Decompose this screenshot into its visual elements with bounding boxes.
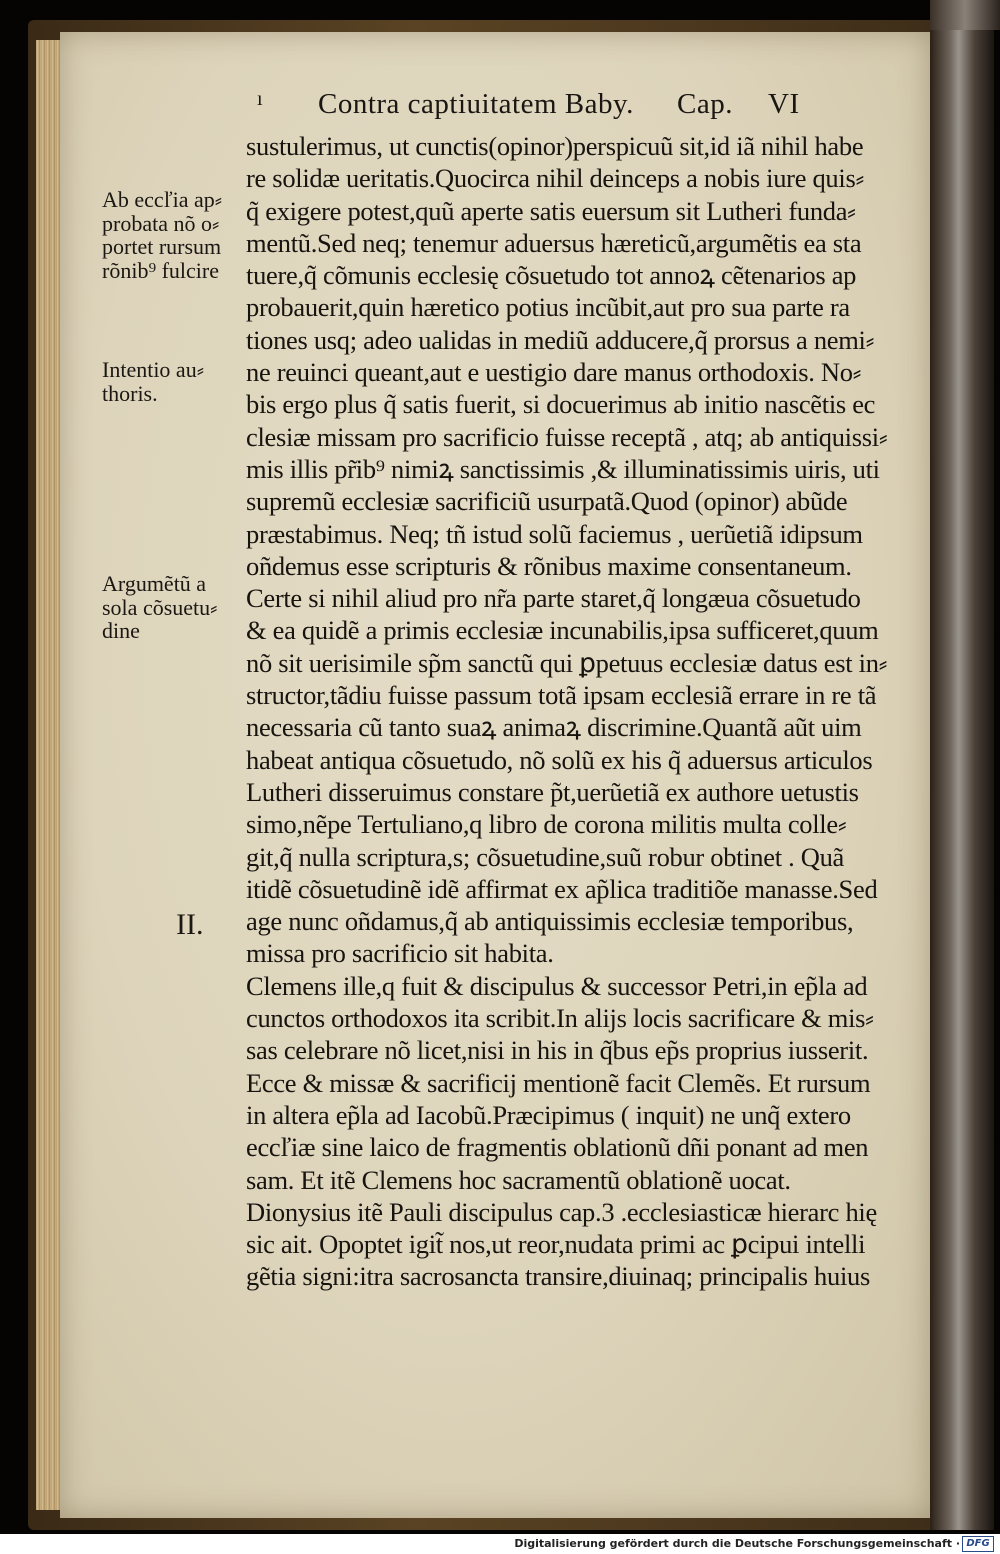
text-line: structor,tãdiu fuisse passum totã ipsam ecclesiã errare in re tã xyxy=(246,680,877,711)
text-line: sic ait. Opoptet igit̃ nos,ut reor,nudata primi ac ꝑcipui intelli xyxy=(246,1229,866,1260)
running-head-chapter-number: VI xyxy=(768,88,800,120)
text-line: cunctos orthodoxos ita scribit.In alijs locis sacrificare & mis⸗ xyxy=(246,1003,874,1034)
text-line: oñdemus esse scripturis & rõnibus maxime consentaneum. xyxy=(246,550,852,581)
margin-note-line: rõnib⁹ fulcire xyxy=(102,257,220,283)
text-line: re solidæ ueritatis.Quocirca nihil deinceps a nobis iure quis⸗ xyxy=(246,163,864,194)
text-line: eccľiæ sine laico de fragmentis oblationũ dñi ponant ad men xyxy=(246,1132,869,1163)
body-text xyxy=(246,130,936,1293)
footer-bar xyxy=(0,1534,1000,1554)
text-line: tuere,q̃ cõmunis ecclesię cõsuetudo tot annoꝝ cẽtenarios ap xyxy=(246,260,857,291)
text-line: clesiæ missam pro sacrificio fuisse receptã , atq; ab antiquissi⸗ xyxy=(246,421,888,452)
margin-note-line: Ab eccľia ap⸗ xyxy=(102,187,223,212)
text-line: probauerit,quin hæretico potius incũbit,aut pro sua parte ra xyxy=(246,292,850,323)
text-line: habeat antiqua cõsuetudo, nõ solũ ex his q̃ aduersus articulos xyxy=(246,744,873,775)
page-edges-right xyxy=(930,0,994,1530)
running-head-mark: ı xyxy=(257,88,264,110)
text-line: Lutheri disseruimus constare p̃t,uerũetiã ex authore uetustis xyxy=(246,776,859,807)
text-line: mis illis pr̃ib⁹ nimiꝝ sanctissimis ,& illuminatissimis uiris, uti xyxy=(246,453,880,484)
funding-credit: Digitalisierung gefördert durch die Deutsche Forschungsgemeinschaft · xyxy=(514,1537,960,1550)
text-line: sas celebrare nõ licet,nisi in his in q̃bus ep̃s proprius iusserit. xyxy=(246,1035,869,1066)
text-line: git,q̃ nulla scriptura,s; cõsuetudine,suũ robur obtinet . Quã xyxy=(246,841,845,872)
text-line: age nunc oñdamus,q̃ ab antiquissimis ecclesiæ temporibus, xyxy=(246,906,854,937)
margin-note-argument xyxy=(102,572,252,643)
margin-note-line: portet rursum xyxy=(102,234,222,259)
margin-note-line: dine xyxy=(102,618,140,643)
text-line: Clemens ille,q fuit & discipulus & successor Petri,in ep̃la ad xyxy=(246,970,868,1001)
margin-note-approbation xyxy=(102,188,252,282)
text-line: in altera ep̃la ad Iacobũ.Præcipimus ( inquit) ne unq̃ extero xyxy=(246,1099,851,1130)
text-line: ne reuinci queant,aut e uestigio dare manus orthodoxis. No⸗ xyxy=(246,357,862,388)
text-line: Dionysius itẽ Pauli discipulus cap.3 .ecclesiasticæ hierarc hię xyxy=(246,1196,877,1227)
text-line: q̃ exigere potest,quũ aperte satis euersum sit Lutheri funda⸗ xyxy=(246,195,856,226)
text-line: nõ sit uerisimile sp̃m sanctũ qui ꝑpetuus ecclesiæ datus est in⸗ xyxy=(246,647,888,678)
text-line: missa pro sacrificio sit habita. xyxy=(246,938,554,969)
text-line: sustulerimus, ut cunctis(opinor)perspicuũ sit,id iã nihil habe xyxy=(246,131,864,161)
text-line: bis ergo plus q̃ satis fuerit, si docuerimus ab initio nascẽtis ec xyxy=(246,389,876,420)
running-head-title: Contra captiuitatem Baby. xyxy=(318,88,634,120)
running-head xyxy=(0,88,1000,128)
text-line: gẽtia signi:itra sacrosancta transire,diuinaq; principalis huius xyxy=(246,1261,870,1292)
text-line: simo,nẽpe Tertuliano,q libro de corona militis multa colle⸗ xyxy=(246,809,847,840)
margin-note-line: Intentio au⸗ xyxy=(102,357,205,382)
scan-corner xyxy=(930,0,1000,30)
text-line: præstabimus. Neq; tñ istud solũ faciemus , uerũetiã idipsum xyxy=(246,518,863,549)
text-line: & ea quidẽ a primis ecclesiæ incunabilis,ipsa sufficeret,quum xyxy=(246,615,879,646)
section-number: II. xyxy=(176,908,204,941)
margin-note-line: sola cõsuetu⸗ xyxy=(102,594,218,620)
margin-note-line: Argumẽtũ a xyxy=(102,571,207,596)
margin-note-line: thoris. xyxy=(102,380,158,406)
text-line: supremũ ecclesiæ sacrificiũ usurpatã.Quod (opinor) abũde xyxy=(246,486,848,517)
dfg-logo: DFG xyxy=(962,1536,994,1552)
margin-note-intention xyxy=(102,358,252,405)
running-head-chapter: Cap. xyxy=(677,88,733,120)
text-line: itidẽ cõsuetudinẽ idẽ affirmat ex ap̃lica traditiõe manasse.Sed xyxy=(246,873,878,904)
text-line: necessaria cũ tanto suaꝝ animaꝝ discrimine.Quantã aũt uim xyxy=(246,712,862,743)
text-line: tiones usq; adeo ualidas in mediũ adducere,q̃ prorsus a nemi⸗ xyxy=(246,324,875,355)
margin-note-line: probata nõ o⸗ xyxy=(102,210,220,236)
text-line: Ecce & missæ & sacrificij mentionẽ facit Clemẽs. Et rursum xyxy=(246,1067,871,1098)
text-line: Certe si nihil aliud pro nr̃a parte staret,q̃ longæua cõsuetudo xyxy=(246,583,861,614)
text-line: sam. Et itẽ Clemens hoc sacramentũ oblationẽ uocat. xyxy=(246,1164,791,1195)
text-line: mentũ.Sed neq; tenemur aduersus hæreticũ,argumẽtis ea sta xyxy=(246,227,862,258)
